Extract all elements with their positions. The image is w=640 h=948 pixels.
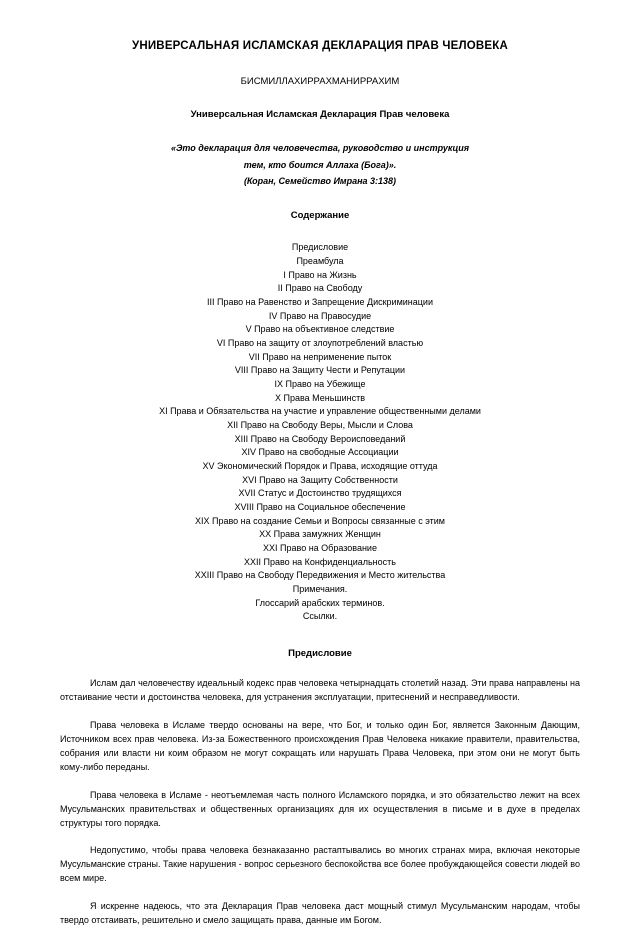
- list-item: XIV Право на свободные Ассоциации: [241, 447, 399, 458]
- list-item: VI Право на защиту от злоупотреблений властью: [216, 337, 424, 348]
- list-item: IX Право на Убежище: [274, 378, 366, 389]
- epigraph-line-1: «Это декларация для человечества, руководство и инструкция: [170, 143, 470, 154]
- paragraph: Ислам дал человечеству идеальный кодекс прав человека четырнадцать столетий назад. Эти права направлены на отстаивание чести и достоинства человека, для устранения эксплуатации, притеснений и несправедливости.: [60, 678, 580, 702]
- list-item: XXIII Право на Свободу Передвижения и Место жительства: [194, 570, 446, 581]
- list-item: III Право на Равенство и Запрещение Дискриминации: [207, 296, 433, 307]
- epigraph-line-2: тем, кто боится Аллаха (Бога)».: [243, 160, 397, 171]
- table-of-contents: [60, 241, 580, 624]
- list-item: I Право на Жизнь: [283, 269, 357, 280]
- list-item: IV Право на Правосудие: [268, 310, 372, 321]
- list-item: Предисловие: [291, 242, 349, 253]
- list-item: XIII Право на Свободу Вероисповеданий: [234, 433, 406, 444]
- list-item: V Право на объективное следствие: [245, 324, 395, 335]
- document-subtitle: Универсальная Исламская Декларация Прав человека: [190, 109, 450, 121]
- list-item: XI Права и Обязательства на участие и управление общественными делами: [159, 406, 481, 417]
- list-item: XVIII Право на Социальное обеспечение: [234, 501, 406, 512]
- paragraph: Права человека в Исламе - неотъемлемая часть полного Исламского порядка, и это обязательство лежит на всех Мусульманских правительствах и общественных организациях для их осуществления в письме и в духе в пределах структуры того порядка.: [60, 789, 580, 828]
- paragraph: Права человека в Исламе твердо основаны на вере, что Бог, и только один Бог, является Законным Дающим, Источником всех прав человека. Из-за Божественного происхождения Прав Человека никакие правители, правительства, собрания или власти ни коим образом не могут сокращать или нарушать Права Человека, при этом они не могут быть кому-либо переданы.: [60, 719, 580, 772]
- paragraph: Я искренне надеюсь, что эта Декларация Прав человека даст мощный стимул Мусульманским народам, чтобы твердо отстаивать, решительно и смело защищать права, данные им Богом.: [60, 901, 580, 926]
- list-item: Глоссарий арабских терминов.: [255, 597, 385, 608]
- bismillah-line: БИСМИЛЛАХИРРАХМАНИРРАХИМ: [240, 76, 400, 88]
- preface-heading: Предисловие: [288, 648, 352, 659]
- list-item: XIX Право на создание Семьи и Вопросы связанные с этим: [195, 515, 445, 526]
- list-item: XII Право на Свободу Веры, Мысли и Слова: [227, 419, 413, 430]
- list-item: VIII Право на Защиту Чести и Репутации: [234, 365, 406, 376]
- list-item: II Право на Свободу: [277, 283, 363, 294]
- list-item: XXII Право на Конфиденциальность: [244, 556, 396, 567]
- list-item: Ссылки.: [302, 611, 338, 622]
- list-item: XVI Право на Защиту Собственности: [242, 474, 398, 485]
- list-item: VII Право на неприменение пыток: [248, 351, 392, 362]
- paragraph: Недопустимо, чтобы права человека безнаказанно растаптывались во многих странах мира, включая некоторые Мусульманские страны. Такие нарушения - вопрос серьезного беспокойства все более пробуждающейся совести людей во всем мире.: [60, 845, 580, 884]
- list-item: XVII Статус и Достоинство трудящихся: [238, 488, 402, 499]
- list-item: Примечания.: [292, 583, 348, 594]
- list-item: XXI Право на Образование: [263, 542, 377, 553]
- list-item: XX Права замужних Женщин: [259, 529, 381, 540]
- list-item: X Права Меньшинств: [274, 392, 366, 403]
- preface-body: [60, 677, 580, 928]
- list-item: Преамбула: [296, 255, 344, 266]
- page-title: УНИВЕРСАЛЬНАЯ ИСЛАМСКАЯ ДЕКЛАРАЦИЯ ПРАВ ЧЕЛОВЕКА: [131, 40, 509, 52]
- list-item: XV Экономический Порядок и Права, исходящие оттуда: [202, 460, 438, 471]
- contents-heading: Содержание: [290, 210, 350, 222]
- epigraph-source: (Коран, Семейство Имрана 3:138): [243, 176, 397, 187]
